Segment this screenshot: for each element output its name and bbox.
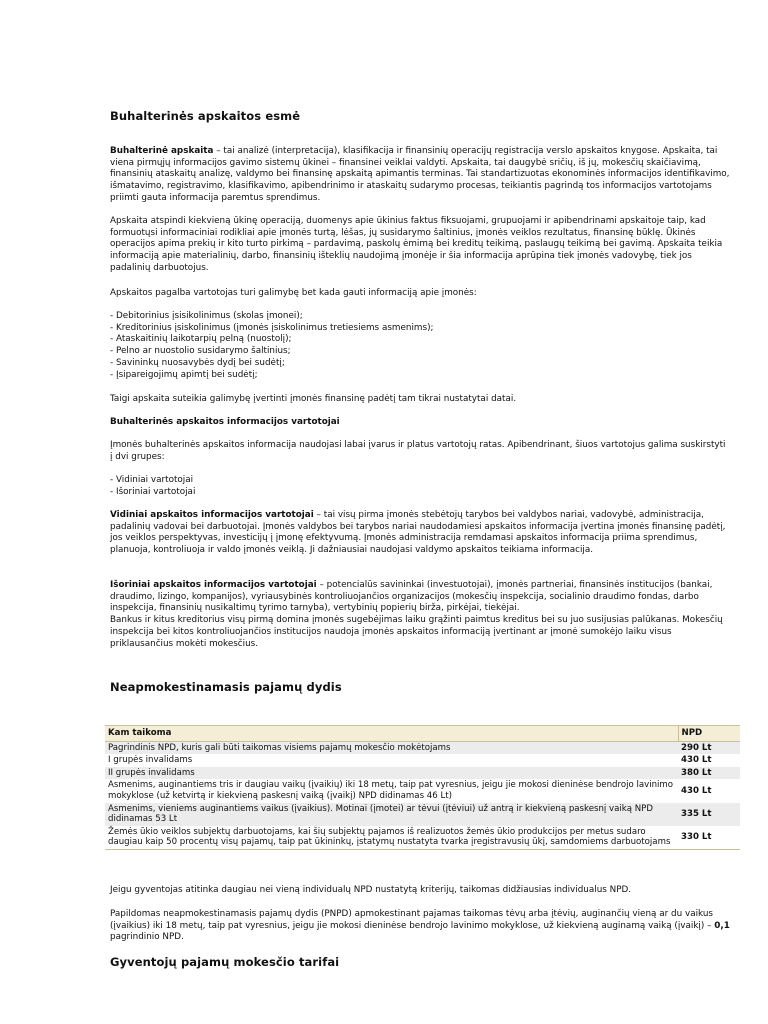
row-value: 430 Lt	[681, 755, 712, 766]
intro-term: Buhalterinė apskaita	[110, 146, 214, 156]
list-item: - Savininkų nuosavybės dydį bei sudėtį;	[110, 357, 285, 368]
list-item: - Kreditorinius įsiskolinimus (įmonės įsiskolinimus tretiesiems asmenims);	[110, 322, 434, 333]
table-row	[105, 779, 740, 802]
paragraph-npd-rule: Jeigu gyventojas atitinka daugiau nei vieną individualų NPD nustatytą kriterijų, taikomas didžiausias individualus NPD.	[110, 885, 632, 895]
external-term: Išoriniai apskaitos informacijos vartotojai	[110, 580, 317, 590]
row-label: I grupės invalidams	[108, 755, 193, 766]
paragraph-info-intro: Apskaitos pagalba vartotojas turi galimybę bet kada gauti informaciją apie įmonės:	[110, 288, 477, 298]
section-heading: Buhalterinės apskaitos esmė	[110, 109, 301, 123]
row-value: 430 Lt	[681, 785, 712, 796]
subheading-users: Buhalterinės apskaitos informacijos vartotojai	[110, 417, 340, 427]
row-value: 330 Lt	[678, 826, 740, 850]
list-item: - Įsipareigojimų apimtį bei sudėtį;	[110, 369, 258, 380]
list-item: - Ataskaitinių laikotarpių pelną (nuostolį);	[110, 334, 292, 345]
table-row	[105, 803, 740, 826]
paragraph-pnpd: Papildomas neapmokestinamasis pajamų dydis (PNPD) apmokestinant pajamas taikomas tėvų arba įtėvių, auginančių vieną ar du vaikus (įvaikius) iki 18 metų, taip pat vyresnius, jeigu jie mokosi dieninėse bendrojo lavinimo mokyklose, už kiekvieną auginamą vaiką (įvaikį) – 0,1 pagrindinio NPD.	[110, 909, 730, 943]
row-label: Asmenims, vieniems auginantiems vaikus (įvaikius). Motinai (įmotei) ar tėvui (įtėviui) už antrą ir kiekvieną paskesnį vaiką NPD didinamas 53 Lt	[105, 803, 678, 826]
paragraph-summary: Taigi apskaita suteikia galimybę įvertinti įmonės finansinę padėtį tam tikrai nustatytai datai.	[110, 394, 517, 404]
row-value: 380 Lt	[678, 767, 740, 780]
paragraph-external-users: Išoriniai apskaitos informacijos vartotojai – potencialūs savininkai (investuotojai), įmonės partneriai, finansinės institucijos (bankai, draudimo, lizingo, kompanijos), vyriausybinės kontroliuojančios organizacijos (mokesčių inspekcija, socialinio draudimo fondas, darbo inspekcija, finansinių nusikaltimų tyrimo tarnyba), vertybinių popierių birža, pirkėjai, tiekėjai. Bankus ir kitus kreditorius visų pirmą domina įmonės sugebėjimas laiku grąžinti paimtus kreditus bei su juo susijusias palūkanas. Mokesčių inspekcija bei kitos kontroliuojančios institucijos naudoja įmonės apskaitos informaciją įvertinant ar įmonė sumokėjo laiku visus priklausančius mokėti mokesčius.	[110, 580, 723, 649]
info-list	[110, 311, 730, 381]
table-row	[105, 767, 740, 780]
row-label: Asmenims, auginantiems tris ir daugiau vaikų (įvaikių) iki 18 metų, taip pat vyresnius, jeigu jie mokosi dieninėse bendrojo lavinimo mokyklose (už ketvirtą ir kiekvieną paskesnį vaiką (įvaikį) NPD didinamas 46 Lt)	[108, 780, 674, 801]
table-row	[105, 741, 740, 754]
row-value: 335 Lt	[678, 803, 740, 826]
paragraph-internal-users: Vidiniai apskaitos informacijos vartotojai – tai visų pirma įmonės stebėtojų tarybos bei valdybos nariai, vadovybė, administracija, padalinių vadovai bei darbuotojai. Įmonės valdybos bei tarybos nariai naudodamiesi apskaitos informacija įvertina įmonės finansinę padėtį, jos veiklos perspektyvas, investicijų į įmonę efektyvumą. Įmonės administracija remdamasi apskaitos informacija priima sprendimus, planuoja, kontroliuoja ir valdo įmonės veiklą. Ji dažniausiai naudojasi valdymo apskaitos teikiama informacija.	[110, 510, 726, 556]
column-header-npd: NPD	[678, 726, 740, 742]
list-item: - Pelno ar nuostolio susidarymo šaltinius;	[110, 346, 291, 357]
npd-table	[105, 725, 740, 850]
user-groups-list	[110, 475, 730, 498]
table-header-row	[105, 726, 740, 742]
paragraph-users: Įmonės buhalterinės apskaitos informacija naudojasi labai įvarus ir platus vartotojų ratas. Apibendrinant, šiuos vartotojus galima suskirstyti į dvi grupes:	[110, 440, 726, 462]
paragraph-apskaita: Apskaita atspindi kiekvieną ūkinę operaciją, duomenys apie ūkinius faktus fiksuojami, grupuojami ir apibendrinami apskaitoje taip, kad formuotųsi informaciniai rodikliai apie įmonės turtą, lėšas, jų susidarymo šaltinius, įmonės veiklos rezultatus, finansinę būklę. Ūkinės operacijos apima prekių ir kito turto pirkimą – pardavimą, paskolų ėmimą bei kreditų teikimą, paslaugų teikimą bei gavimą. Apskaita teikia informaciją apie materialinių, darbo, finansinių išteklių naudojimą įmonėje ir šia informacija aprūpina tiek įmonės vadovybę, tiek jos padalinių darbuotojus.	[110, 216, 723, 273]
list-item: - Išoriniai vartotojai	[110, 486, 196, 497]
intro-paragraph: Buhalterinė apskaita – tai analizė (interpretacija), klasifikacija ir finansinių operacijų registracija verslo apskaitos knygose. Apskaita, tai viena pirmųjų informacijos gavimo sistemų ūkinei – finansinei veiklai valdyti. Apskaita, tai daugybė sričių, iš jų, mokesčių skaičiavimą, finansinių ataskaitų analizę, valdymo bei finansinę apskaitą apimantis terminas. Tai standartizuotas ekonominės informacijos identifikavimo, išmatavimo, registravimo, klasifikavimo, apibendrinimo ir ataskaitų sudarymo procesas, teikiantis pagrindą tos informacijos vartotojams priimti gauta informacija paremtus sprendimus.	[110, 146, 730, 203]
row-value: 290 Lt	[678, 741, 740, 754]
row-label: Žemės ūkio veiklos subjektų darbuotojams, kai šių subjektų pajamos iš realizuotos žemės ūkio produkcijos per metus sudaro daugiau kaip 50 procentų visų pajamų, taip pat ūkininkų, įstatymų nustatyta tvarka įregistravusių ūkį, samdomiems darbuotojams	[105, 826, 678, 850]
column-header-applies-to: Kam taikoma	[105, 726, 678, 742]
pnpd-coefficient: 0,1	[714, 920, 730, 931]
table-row	[105, 754, 740, 767]
list-item: - Vidiniai vartotojai	[110, 475, 194, 485]
section-heading-tax-rates: Gyventojų pajamų mokesčio tarifai	[110, 955, 340, 969]
section-heading-npd: Neapmokestinamasis pajamų dydis	[110, 680, 342, 694]
row-label: II grupės invalidams	[105, 767, 678, 780]
table-row	[105, 826, 740, 850]
row-label: Pagrindinis NPD, kuris gali būti taikomas visiems pajamų mokesčio mokėtojams	[105, 741, 678, 754]
list-item: - Debitorinius įsisikolinimus (skolas įmonei);	[110, 311, 303, 321]
internal-term: Vidiniai apskaitos informacijos vartotojai	[110, 510, 314, 520]
